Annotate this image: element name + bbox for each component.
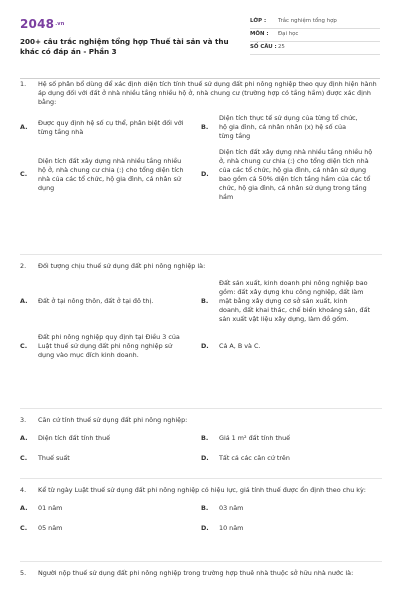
option-a[interactable]: [20, 119, 201, 137]
option-text: Thuế suất: [38, 454, 70, 463]
option-letter: B.: [201, 434, 209, 443]
question-stem: [20, 80, 382, 107]
meta-value: Trắc nghiệm tổng hợp: [278, 18, 337, 25]
option-row: [20, 504, 382, 513]
option-letter: C.: [20, 170, 28, 179]
option-d[interactable]: [201, 148, 382, 203]
question-divider: [20, 561, 382, 562]
meta-key: SỐ CÂU :: [250, 44, 277, 51]
question-text: Đối tượng chịu thuế sử dụng đất phi nông nghiệp là:: [38, 262, 206, 270]
question-text: Người nộp thuế sử dụng đất phi nông nghiệp trong trường hợp thuê nhà thuộc sở hữu nhà nước là:: [38, 569, 354, 577]
meta-info: [250, 16, 380, 55]
question-number: 4.: [20, 486, 27, 494]
question-number: 1.: [20, 80, 27, 88]
option-c[interactable]: [20, 454, 201, 463]
option-letter: A.: [20, 297, 28, 306]
logo-text: 2048: [20, 17, 55, 31]
option-text: Đất ở tại nông thôn, đất ở tại đô thị.: [38, 297, 154, 306]
option-row: [20, 454, 382, 463]
option-letter: C.: [20, 524, 28, 533]
option-text: Tất cả các căn cứ trên: [219, 454, 290, 463]
option-b[interactable]: [201, 434, 382, 443]
option-row: [20, 333, 382, 360]
option-text: 03 năm: [219, 504, 244, 513]
option-text: Diện tích đất tính thuế: [38, 434, 111, 443]
meta-value: Đại học: [278, 31, 299, 38]
option-row: [20, 434, 382, 443]
document-header: [0, 0, 400, 66]
option-letter: D.: [201, 341, 209, 350]
question-5: [20, 569, 382, 578]
meta-row-subject: [250, 29, 380, 42]
question-stem: [20, 416, 382, 425]
option-text: 01 năm: [38, 504, 63, 513]
option-row: [20, 279, 382, 324]
option-text: 05 năm: [38, 524, 63, 533]
option-a[interactable]: [20, 434, 201, 443]
option-b[interactable]: [201, 114, 382, 141]
option-letter: C.: [20, 454, 28, 463]
option-text: Diện tích thực tế sử dụng của từng tổ chức, hộ gia đình, cá nhân nhân (x) hệ số của từng tầng: [219, 114, 358, 141]
option-d[interactable]: [201, 524, 382, 533]
option-text: Đất sản xuất, kinh doanh phi nông nghiệp bao gồm: đất xây dựng khu công nghiệp, đất làm mặt bằng xây dựng cơ sở sản xuất, kinh doanh, đất khai thác, chế biến khoáng sản, đất sản xuất vật liệu xây dựng, làm đồ gốm.: [219, 279, 371, 324]
option-text: Được quy định hệ số cụ thể, phân biệt đối với từng tầng nhà: [38, 118, 184, 136]
option-b[interactable]: [201, 279, 382, 324]
question-number: 3.: [20, 416, 27, 424]
option-letter: A.: [20, 123, 28, 132]
question-text: Căn cứ tính thuế sử dụng đất phi nông nghiệp:: [38, 416, 188, 424]
option-d[interactable]: [201, 454, 382, 463]
option-row: [20, 114, 382, 141]
question-number: 5.: [20, 569, 27, 577]
option-d[interactable]: [201, 342, 382, 351]
question-stem: [20, 262, 382, 271]
question-stem: [20, 569, 382, 578]
question-stem: [20, 486, 382, 495]
option-b[interactable]: [201, 504, 382, 513]
option-letter: C.: [20, 341, 28, 350]
option-letter: D.: [201, 170, 209, 179]
option-letter: B.: [201, 123, 209, 132]
option-text: Diện tích đất xây dựng nhà nhiều tầng nhiều hộ ở, nhà chung cư chia (:) cho tổng diện tích nhà của các tổ chức, hộ gia đình, cá nhân sử dụng bao gồm cả 50% diện tích tầng hầm của các tổ chức, hộ gia đình, cá nhân sử dụng trong tầng hầm: [219, 147, 373, 202]
meta-key: LỚP :: [250, 18, 267, 25]
question-text: Hệ số phân bổ dùng để xác định diện tích tính thuế sử dụng đất phi nông nghiệp theo quy định hiện hành áp dụng đối với đất ở nhà nhiều tầng nhiều hộ ở, nhà chung cư (trường hợp có tầng hầm) được xác định bằng:: [38, 80, 377, 107]
question-divider: [20, 478, 382, 479]
question-number: 2.: [20, 262, 27, 270]
option-letter: D.: [201, 524, 209, 533]
option-letter: B.: [201, 297, 209, 306]
option-row: [20, 148, 382, 203]
meta-key: MÔN :: [250, 31, 269, 38]
option-letter: D.: [201, 454, 209, 463]
option-text: Đất phi nông nghiệp quy định tại Điều 3 của Luật thuế sử dụng đất phi nông nghiệp sử dụng vào mục đích kinh doanh.: [38, 332, 180, 359]
option-a[interactable]: [20, 504, 201, 513]
document-title: 200+ câu trắc nghiệm tổng hợp Thuế tài sản và thu khác có đáp án - Phần 3: [20, 37, 229, 56]
meta-row-count: [250, 42, 380, 55]
question-text: Kể từ ngày Luật thuế sử dụng đất phi nông nghiệp có hiệu lực, giá tính thuế được ổn định theo chu kỳ:: [38, 486, 366, 494]
question-2: [20, 262, 382, 360]
option-letter: A.: [20, 504, 28, 513]
question-divider: [20, 254, 382, 255]
option-letter: A.: [20, 434, 28, 443]
question-divider: [20, 408, 382, 409]
option-c[interactable]: [20, 333, 201, 360]
option-c[interactable]: [20, 524, 201, 533]
header-divider: [20, 78, 380, 79]
option-text: Cả A, B và C.: [219, 341, 261, 350]
question-1: [20, 80, 382, 202]
option-row: [20, 524, 382, 533]
option-a[interactable]: [20, 297, 201, 306]
option-text: Giá 1 m² đất tính thuế: [219, 434, 291, 443]
meta-row-class: [250, 16, 380, 29]
option-letter: B.: [201, 504, 209, 513]
question-3: [20, 416, 382, 463]
option-text: Diện tích đất xây dựng nhà nhiều tầng nhiều hộ ở, nhà chung cư chia (:) cho tổng diện tích nhà của các tổ chức, hộ gia đình, cá nhân sử dụng: [38, 156, 184, 192]
option-c[interactable]: [20, 157, 201, 193]
option-text: 10 năm: [219, 524, 244, 533]
meta-value: 25: [278, 44, 285, 51]
question-4: [20, 486, 382, 533]
logo-suffix: .vn: [55, 21, 65, 27]
